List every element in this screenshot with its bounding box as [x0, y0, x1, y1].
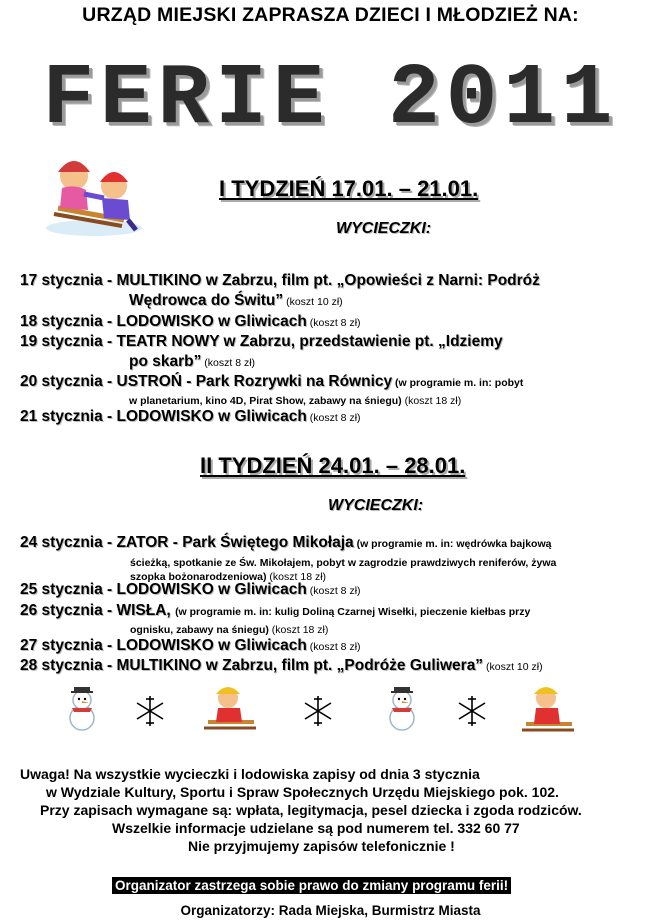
week1-event-2 [20, 313, 361, 331]
week2-event-1 [20, 534, 551, 552]
snowflake-icon [452, 694, 492, 728]
event-date: 26 stycznia - [20, 602, 117, 619]
event-date: 25 stycznia - [20, 581, 117, 598]
event-cost: (koszt 8 zł) [201, 357, 256, 369]
header-invitation: URZĄD MIEJSKI ZAPRASZA DZIECI I MŁODZIEŻ NA: [82, 4, 579, 26]
event-details-cont: szopka bożonarodzeniowa) [130, 571, 267, 583]
week2-event-4 [20, 637, 361, 655]
sledding-child-icon [200, 684, 260, 736]
event-date: 19 stycznia - [20, 333, 117, 350]
week2-event-3-cont [130, 620, 328, 638]
event-cost: (koszt 8 zł) [306, 317, 361, 329]
notes-line-5: Nie przyjmujemy zapisów telefonicznie ! [188, 838, 455, 854]
week1-subheading: WYCIECZKI: [336, 220, 432, 237]
week1-event-1-cont [129, 292, 343, 310]
event-title-cont: po skarb” [129, 353, 202, 370]
week1-event-1 [20, 272, 540, 290]
event-cost: (koszt 18 zł) [266, 571, 327, 583]
event-cost: (koszt 18 zł) [401, 395, 462, 407]
week2-event-5 [20, 657, 543, 675]
week1-event-3-cont [129, 353, 255, 371]
event-cost: (koszt 10 zł) [483, 661, 543, 673]
event-details: (w programie m. in: wędrówka bajkową [353, 538, 552, 550]
event-date: 17 stycznia - [20, 272, 117, 289]
week1-event-4-cont [129, 391, 461, 409]
week1-event-5 [20, 408, 361, 426]
event-details-cont: ścieżką, spotkanie ze Św. Mikołajem, pobyt w zagrodzie prawdziwych reniferów, żywa [130, 557, 557, 569]
snowman-icon [382, 686, 422, 732]
notes-line-2: w Wydziale Kultury, Sportu i Spraw Społecznych Urzędu Miejskiego pok. 102. [46, 784, 559, 800]
event-details: (w programie m. in: pobyt [392, 377, 524, 389]
event-title: LODOWISKO w Gliwicach [116, 408, 307, 425]
page-title: FERIE 2011 [42, 50, 619, 148]
week2-heading: II TYDZIEŃ 24.01. – 28.01. [200, 453, 466, 478]
event-title: MULTIKINO w Zabrzu, film pt. „Podróże Guliwera” [116, 657, 484, 674]
event-cost: (koszt 8 zł) [306, 412, 361, 424]
sledding-kids-icon [44, 148, 144, 238]
disclaimer-banner: Organizator zastrzega sobie prawo do zmiany programu ferii! [112, 877, 511, 894]
week2-subheading: WYCIECZKI: [328, 497, 424, 514]
snowflake-icon [130, 694, 170, 728]
event-title: LODOWISKO w Gliwicach [116, 313, 307, 330]
event-details-cont: ognisku, zabawy na śniegu) [130, 624, 269, 636]
week2-event-2 [20, 581, 361, 599]
event-date: 21 stycznia - [20, 408, 117, 425]
notes-line-3: Przy zapisach wymagane są: wpłata, legitymacja, pesel dziecka i zgoda rodziców. [40, 802, 582, 818]
event-details-cont: w planetarium, kino 4D, Pirat Show, zabawy na śniegu) [129, 395, 402, 407]
event-title: LODOWISKO w Gliwicach [116, 581, 307, 598]
event-date: 27 stycznia - [20, 637, 117, 654]
notes-line-1: Uwaga! Na wszystkie wycieczki i lodowiska zapisy od dnia 3 stycznia [20, 766, 480, 782]
snowman-icon [62, 686, 102, 732]
event-title-cont: Wędrowca do Świtu” [129, 292, 284, 309]
sledding-child-icon [518, 684, 578, 738]
event-title: USTROŃ - Park Rozrywki na Równicy [116, 373, 393, 390]
event-cost: (koszt 8 zł) [306, 641, 361, 653]
week1-event-4 [20, 373, 523, 391]
event-title: WISŁA, [116, 602, 176, 619]
week1-event-3 [20, 333, 503, 351]
event-cost: (koszt 8 zł) [306, 585, 361, 597]
event-cost: (koszt 10 zł) [283, 296, 343, 308]
event-title: LODOWISKO w Gliwicach [116, 637, 307, 654]
event-title: MULTIKINO w Zabrzu, film pt. „Opowieści z Narni: Podróż [116, 272, 540, 289]
week1-heading: I TYDZIEŃ 17.01. – 21.01. [219, 176, 479, 201]
week2-event-3 [20, 602, 530, 620]
event-date: 28 stycznia - [20, 657, 117, 674]
event-title: ZATOR - Park Świętego Mikołaja [116, 534, 354, 551]
event-date: 24 stycznia - [20, 534, 117, 551]
event-title: TEATR NOWY w Zabrzu, przedstawienie pt. „Idziemy [116, 333, 503, 350]
event-cost: (koszt 18 zł) [268, 624, 329, 636]
notes-line-4: Wszelkie informacje udzielane są pod numerem tel. 332 60 77 [112, 820, 520, 836]
event-date: 20 stycznia - [20, 373, 117, 390]
event-date: 18 stycznia - [20, 313, 117, 330]
snowflake-icon [298, 694, 338, 728]
event-details: (w programie m. in: kulig Doliną Czarnej Wisełki, pieczenie kiełbas przy [175, 606, 531, 618]
organizers-footer: Organizatorzy: Rada Miejska, Burmistrz Miasta [180, 903, 481, 918]
